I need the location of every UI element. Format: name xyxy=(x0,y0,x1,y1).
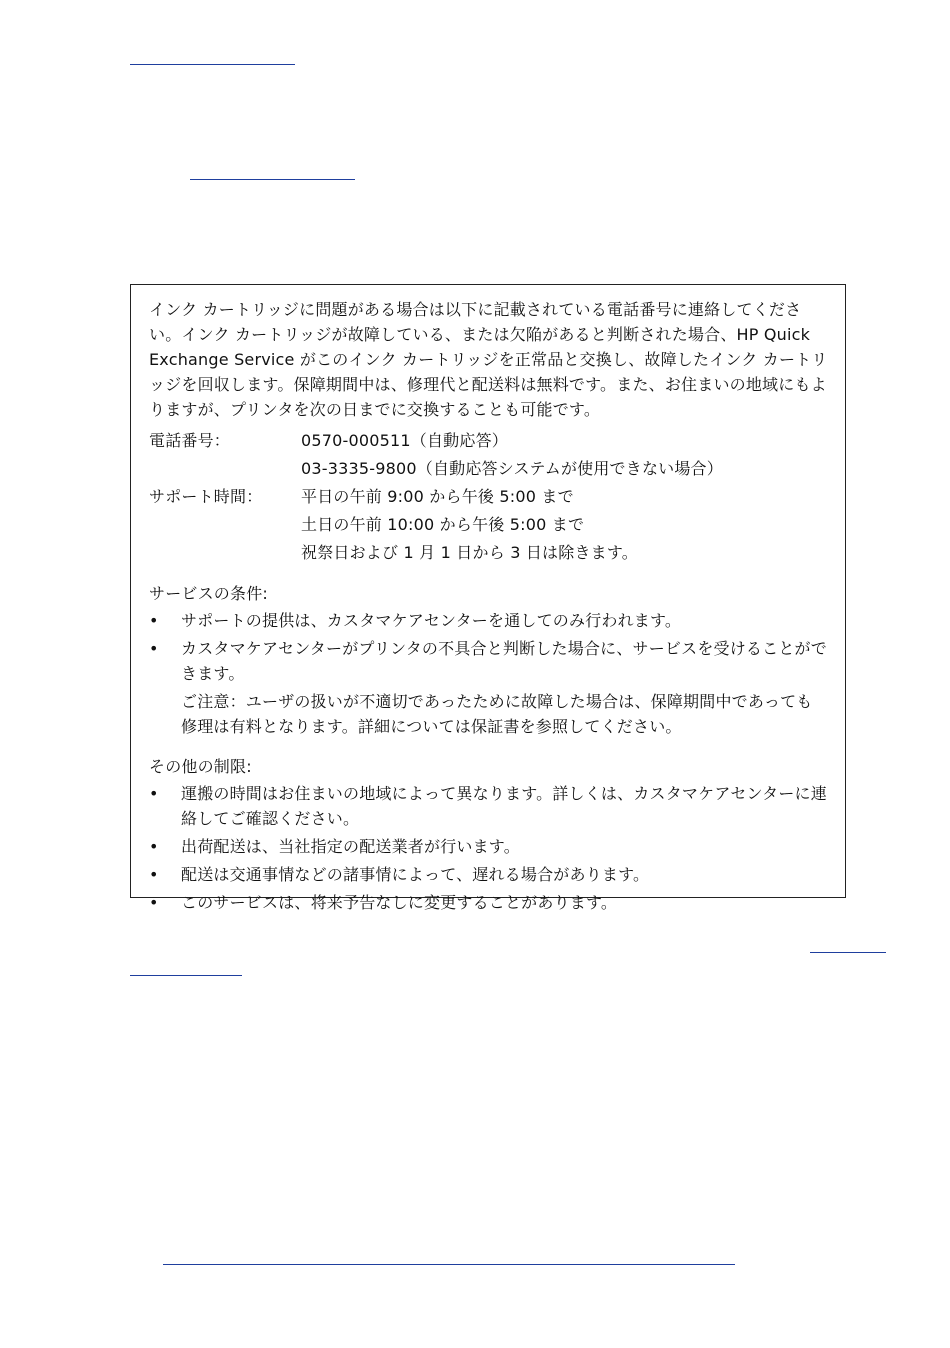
contact-row-phone-1 xyxy=(149,426,827,454)
contact-value: 平日の午前 9:00 から午後 5:00 まで xyxy=(301,486,574,506)
list-item xyxy=(149,862,827,887)
contact-value: 祝祭日および 1 月 1 日から 3 日は除きます。 xyxy=(301,542,638,562)
hyperlink-underline-right[interactable] xyxy=(810,952,886,953)
bullet-icon: • xyxy=(149,639,159,658)
hyperlink-underline-left[interactable] xyxy=(130,975,242,976)
conditions-heading: サービスの条件: xyxy=(149,584,268,603)
caution-note: ご注意：ユーザの扱いが不適切であったために故障した場合は、保障期間中であっても修理は有料となります。詳細については保証書を参照してください。 xyxy=(181,692,813,736)
contact-row-hours-weekday xyxy=(149,482,827,510)
bullet-icon: • xyxy=(149,865,159,884)
list-item-text: サポートの提供は、カスタマケアセンターを通してのみ行われます。 xyxy=(181,611,682,630)
list-item-text: 運搬の時間はお住まいの地域によって異なります。詳しくは、カスタマケアセンターに連絡してご確認ください。 xyxy=(181,784,827,828)
list-item xyxy=(149,781,827,831)
list-item-text: カスタマケアセンターがプリンタの不具合と判断した場合に、サービスを受けることができます。 xyxy=(181,639,827,683)
hyperlink-underline-top[interactable] xyxy=(130,64,295,65)
contact-value: 03-3335-9800（自動応答システムが使用できない場合） xyxy=(301,458,723,478)
list-item xyxy=(149,636,827,686)
bullet-icon: • xyxy=(149,893,159,912)
limits-list xyxy=(149,781,827,915)
contact-value: 土日の午前 10:00 から午後 5:00 まで xyxy=(301,514,585,534)
bullet-icon: • xyxy=(149,611,159,630)
list-item xyxy=(149,890,827,915)
contact-row-hours-weekend xyxy=(149,510,827,538)
list-item-text: 配送は交通事情などの諸事情によって、遅れる場合があります。 xyxy=(181,865,650,884)
conditions-list xyxy=(149,608,827,686)
contact-row-phone-2 xyxy=(149,454,827,482)
notice-intro-paragraph: インク カートリッジに問題がある場合は以下に記載されている電話番号に連絡してください。インク カートリッジが故障している、または欠陥があると判断された場合、HP Quick Exchange Service がこのインク カートリッジを正常品と交換し、故障したインク カートリッジを回収します。保障期間中は、修理代と配送料は無料です。また、お住まいの地域にもよりますが、プリンタを次の日までに交換することも可能です。 xyxy=(149,300,828,419)
contact-label: サポート時間： xyxy=(149,486,263,506)
list-item-text: このサービスは、将来予告なしに変更することがあります。 xyxy=(181,893,618,912)
bullet-icon: • xyxy=(149,837,159,856)
hyperlink-underline-bottom[interactable] xyxy=(163,1264,735,1265)
list-item xyxy=(149,834,827,859)
contact-row-holidays xyxy=(149,538,827,566)
quick-exchange-notice-box xyxy=(130,284,846,912)
bullet-icon: • xyxy=(149,784,159,803)
list-item-text: 出荷配送は、当社指定の配送業者が行います。 xyxy=(181,837,520,856)
contact-label: 電話番号： xyxy=(149,430,231,450)
contact-value: 0570-000511（自動応答） xyxy=(301,430,508,450)
limits-heading: その他の制限: xyxy=(149,757,252,776)
contact-table xyxy=(149,426,827,566)
list-item xyxy=(149,608,827,633)
hyperlink-underline-second[interactable] xyxy=(190,179,355,180)
